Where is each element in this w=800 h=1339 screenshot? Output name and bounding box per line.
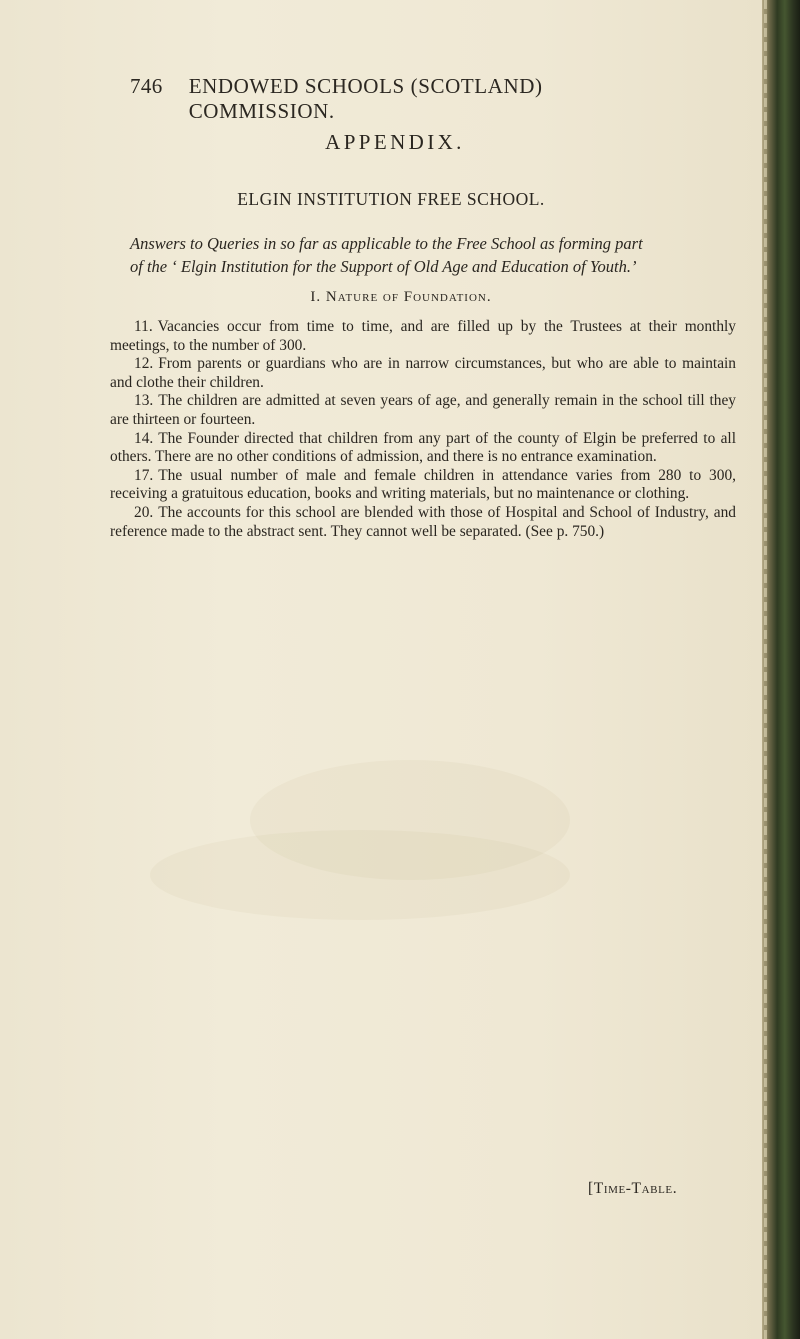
answer-paragraph <box>110 318 736 355</box>
answer-number: 20. <box>134 503 154 521</box>
answer-text: The Founder directed that children from any part of the county of Elgin be preferred to all others. There are no other conditions of admission, and there is no entrance examination. <box>110 429 736 466</box>
answer-text: The children are admitted at seven years of age, and generally remain in the school till they are thirteen or fourteen. <box>110 392 736 428</box>
answer-text: The accounts for this school are blended with those of Hospital and School of Industry, and reference made to the abstract sent. They cannot well be separated. (See p. 750.) <box>110 503 736 540</box>
page-number: 746 <box>130 74 163 98</box>
answer-paragraph <box>110 504 736 541</box>
answer-text: From parents or guardians who are in narrow circumstances, but who are able to maintain and clothe their children. <box>110 355 736 391</box>
answer-paragraph <box>110 392 736 429</box>
section-heading: I. Nature of Foundation. <box>310 289 492 305</box>
paper-stain <box>150 830 570 920</box>
running-head: ENDOWED SCHOOLS (SCOTLAND) COMMISSION. <box>188 74 543 123</box>
answer-number: 11. <box>134 318 153 335</box>
school-title: ELGIN INSTITUTION FREE SCHOOL. <box>237 189 545 209</box>
answer-number: 17. <box>134 466 154 484</box>
answer-number: 14. <box>134 429 154 447</box>
subtitle-line-1: Answers to Queries in so far as applicable to the Free School as forming part <box>130 234 643 253</box>
subtitle <box>130 232 730 278</box>
book-binding-edge <box>762 0 800 1339</box>
answer-paragraph <box>110 355 736 392</box>
catchword: [Time-Table. <box>588 1180 678 1197</box>
answer-number: 13. <box>134 392 154 410</box>
answer-text: The usual number of male and female children in attendance varies from 280 to 300, receiving a gratuitous education, books and writing materials, but no maintenance or clothing. <box>110 466 736 503</box>
subtitle-line-2: of the ‘ Elgin Institution for the Support of Old Age and Education of Youth.’ <box>130 257 637 276</box>
page-header <box>130 74 650 124</box>
appendix-title: APPENDIX. <box>325 130 465 154</box>
answer-paragraph <box>110 430 736 467</box>
answer-number: 12. <box>134 355 154 373</box>
answers-list <box>110 318 736 541</box>
answer-paragraph <box>110 467 736 504</box>
answer-text: Vacancies occur from time to time, and are filled up by the Trustees at their monthly meetings, to the number of 300. <box>110 318 736 354</box>
